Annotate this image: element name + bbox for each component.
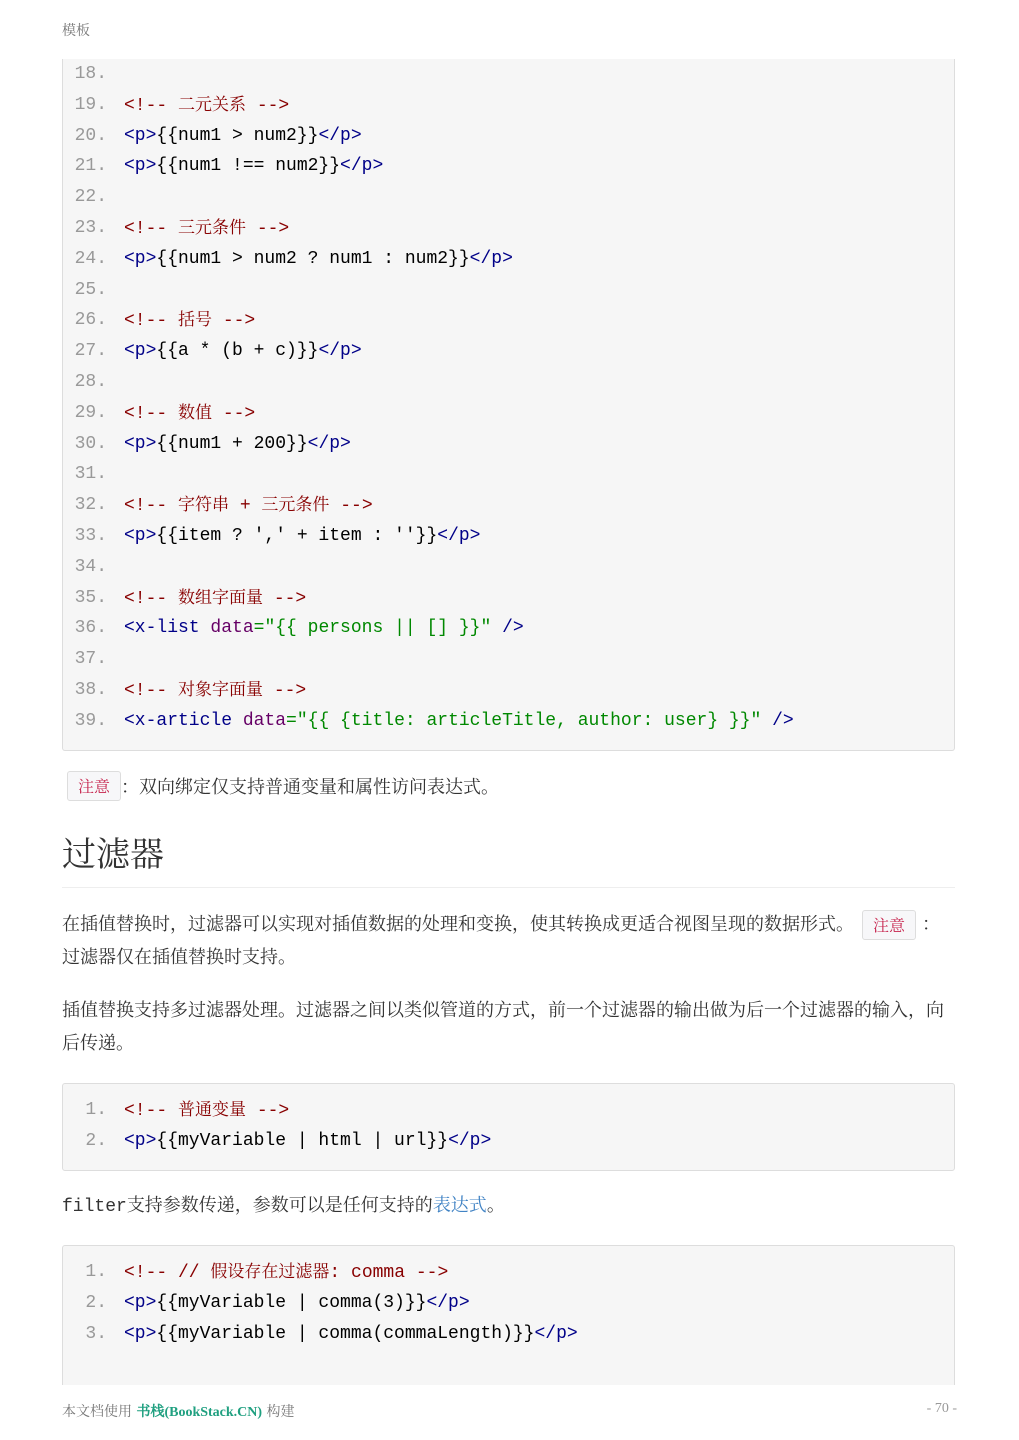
code-token: + bbox=[229, 496, 262, 517]
line-number: 25. bbox=[74, 279, 107, 300]
footer-credit bbox=[62, 1401, 295, 1421]
line-number: 36. bbox=[74, 618, 107, 639]
code-line bbox=[63, 90, 954, 121]
code-token: </p> bbox=[318, 341, 362, 362]
code-token: </p> bbox=[318, 125, 362, 146]
code-line bbox=[63, 367, 954, 398]
line-code bbox=[124, 675, 306, 707]
line-code bbox=[124, 429, 351, 460]
line-code bbox=[124, 1126, 491, 1157]
footer-suffix: 构建 bbox=[262, 1404, 295, 1420]
code-token: <!-- bbox=[124, 218, 179, 239]
code-line bbox=[63, 1319, 954, 1350]
code-token: 假设存在过滤器 bbox=[210, 1262, 330, 1282]
code-line bbox=[63, 213, 954, 244]
code-line bbox=[63, 706, 954, 737]
code-line bbox=[63, 490, 954, 521]
code-line bbox=[63, 275, 954, 306]
line-code bbox=[124, 613, 524, 644]
line-number: 3. bbox=[85, 1323, 107, 1344]
code-token: <p> bbox=[124, 248, 157, 269]
line-number: 22. bbox=[74, 187, 107, 208]
line-code bbox=[124, 244, 513, 275]
code-lines bbox=[63, 59, 954, 737]
code-token: {{num1 > num2}} bbox=[156, 125, 319, 146]
code-token: <p> bbox=[124, 1323, 157, 1344]
line-code bbox=[124, 213, 289, 245]
line-number: 31. bbox=[74, 464, 107, 485]
code-token: --> bbox=[246, 1101, 290, 1121]
code-token: 括号 bbox=[178, 310, 213, 331]
code-token: 字符串 bbox=[178, 495, 230, 516]
line-code bbox=[124, 1319, 578, 1350]
code-lines bbox=[63, 1095, 954, 1157]
paragraph: 插值替换支持多过滤器处理。过滤器之间以类似管道的方式，前一个过滤器的输出做为后一个过滤器的输入，向后传递。 bbox=[62, 1000, 944, 1054]
paragraph-text-after: ：过滤器仅在插值替换时支持。 bbox=[62, 914, 941, 968]
line-number: 1. bbox=[85, 1100, 107, 1120]
code-token: </p> bbox=[340, 156, 384, 177]
line-number: 2. bbox=[85, 1130, 107, 1151]
code-token: <!-- bbox=[124, 496, 179, 517]
code-token: <x-list bbox=[124, 618, 211, 639]
code-token: 普通变量 bbox=[178, 1100, 247, 1120]
paragraph-end: 。 bbox=[486, 1195, 505, 1216]
code-token: /> bbox=[491, 618, 524, 639]
code-token: <!-- bbox=[124, 311, 179, 332]
line-number: 33. bbox=[74, 525, 107, 546]
code-line bbox=[63, 1126, 954, 1157]
code-token: data bbox=[210, 618, 254, 639]
code-line bbox=[63, 644, 954, 675]
code-token: : comma --> bbox=[329, 1263, 449, 1283]
code-line bbox=[63, 675, 954, 706]
code-line bbox=[63, 521, 954, 552]
line-code bbox=[124, 151, 383, 182]
footer-brand-link[interactable]: 书栈(BookStack.CN) bbox=[136, 1405, 263, 1420]
code-token: {{myVariable | html | url}} bbox=[156, 1130, 449, 1151]
code-token: <!-- bbox=[124, 680, 179, 701]
line-number: 19. bbox=[74, 94, 107, 115]
code-line bbox=[63, 336, 954, 367]
line-code bbox=[124, 1095, 289, 1127]
note-badge: 注意 bbox=[67, 771, 121, 801]
code-line bbox=[63, 1257, 954, 1288]
line-number: 23. bbox=[74, 217, 107, 238]
note-badge: 注意 bbox=[862, 910, 916, 940]
line-code bbox=[124, 1288, 470, 1319]
code-token: <p> bbox=[124, 525, 157, 546]
line-number: 30. bbox=[74, 433, 107, 454]
code-token: <!-- bbox=[124, 95, 179, 116]
line-number: 32. bbox=[74, 495, 107, 516]
code-token: 三元条件 bbox=[178, 217, 247, 238]
line-number: 21. bbox=[74, 156, 107, 177]
line-number: 35. bbox=[74, 587, 107, 608]
code-line bbox=[63, 1288, 954, 1319]
code-token: --> bbox=[329, 496, 373, 517]
footer-prefix: 本文档使用 bbox=[62, 1404, 137, 1420]
code-line bbox=[63, 613, 954, 644]
code-block bbox=[62, 1245, 955, 1385]
section-heading: 过滤器 bbox=[62, 835, 955, 888]
code-token: {{a * (b + c)}} bbox=[156, 341, 319, 362]
code-token: <x-article bbox=[124, 710, 243, 731]
line-number: 37. bbox=[74, 649, 107, 670]
line-code bbox=[124, 121, 362, 152]
line-number: 27. bbox=[74, 341, 107, 362]
line-number: 28. bbox=[74, 371, 107, 392]
code-token: --> bbox=[263, 680, 307, 701]
page-header-title: 模板 bbox=[62, 23, 90, 39]
code-token: ="{{ persons || [] }}" bbox=[253, 618, 492, 639]
line-code bbox=[124, 336, 362, 367]
code-token: <!-- bbox=[124, 1101, 179, 1121]
code-token: </p> bbox=[534, 1323, 578, 1344]
line-number: 18. bbox=[74, 64, 107, 84]
code-line bbox=[63, 244, 954, 275]
code-token: 三元条件 bbox=[261, 495, 330, 516]
code-block bbox=[62, 1083, 955, 1171]
code-token: {{num1 > num2 ? num1 : num2}} bbox=[156, 248, 470, 269]
code-token: </p> bbox=[426, 1292, 470, 1313]
code-token: </p> bbox=[307, 433, 351, 454]
line-code bbox=[124, 90, 289, 122]
code-token: <!-- bbox=[124, 403, 179, 424]
code-token: <p> bbox=[124, 341, 157, 362]
paragraph-text: 支持参数传递，参数可以是任何支持的 bbox=[126, 1195, 433, 1216]
line-number: 20. bbox=[74, 125, 107, 146]
code-token: <!-- bbox=[124, 588, 179, 609]
line-code bbox=[124, 1257, 448, 1289]
code-token: --> bbox=[246, 218, 290, 239]
code-line bbox=[63, 398, 954, 429]
line-code bbox=[124, 490, 373, 522]
code-token: </p> bbox=[437, 525, 481, 546]
code-line bbox=[63, 552, 954, 583]
code-token: ="{{ {title: articleTitle, author: user} }}" bbox=[286, 710, 762, 731]
code-block bbox=[62, 59, 955, 751]
code-token: <p> bbox=[124, 433, 157, 454]
code-line bbox=[63, 459, 954, 490]
page-number: - 70 - bbox=[926, 1401, 957, 1416]
line-number: 26. bbox=[74, 310, 107, 331]
code-line bbox=[63, 305, 954, 336]
line-code bbox=[124, 398, 255, 430]
code-token: {{myVariable | comma(3)}} bbox=[156, 1292, 427, 1313]
code-line bbox=[63, 121, 954, 152]
code-token: <p> bbox=[124, 125, 157, 146]
code-line bbox=[63, 59, 954, 90]
paragraph bbox=[62, 908, 955, 974]
line-code bbox=[124, 583, 306, 615]
code-token: <p> bbox=[124, 156, 157, 177]
line-code bbox=[124, 521, 480, 552]
code-token: --> bbox=[212, 403, 256, 424]
code-line bbox=[63, 1095, 954, 1126]
code-lines bbox=[63, 1257, 954, 1349]
code-token: 二元关系 bbox=[178, 94, 247, 115]
code-line bbox=[63, 151, 954, 182]
line-number: 24. bbox=[74, 248, 107, 269]
code-token: </p> bbox=[448, 1130, 492, 1151]
line-number: 38. bbox=[74, 679, 107, 700]
code-token: <p> bbox=[124, 1292, 157, 1313]
code-token: {{num1 !== num2}} bbox=[156, 156, 341, 177]
line-number: 29. bbox=[74, 402, 107, 423]
line-code bbox=[124, 706, 794, 737]
note-text: ：双向绑定仅支持普通变量和属性访问表达式。 bbox=[121, 777, 500, 798]
code-token: data bbox=[242, 710, 287, 731]
paragraph bbox=[62, 1189, 955, 1224]
inline-code: filter bbox=[62, 1197, 127, 1217]
code-line bbox=[63, 583, 954, 614]
expression-link[interactable]: 表达式 bbox=[432, 1195, 487, 1216]
line-number: 39. bbox=[74, 710, 107, 731]
line-code bbox=[124, 305, 255, 337]
paragraph-text: 在插值替换时，过滤器可以实现对插值数据的处理和变换，使其转换成更适合视图呈现的数据形式。 bbox=[62, 914, 854, 935]
code-token: --> bbox=[212, 311, 256, 332]
code-line bbox=[63, 429, 954, 460]
code-token: {{myVariable | comma(commaLength)}} bbox=[156, 1323, 535, 1344]
code-token: {{item ? ',' + item : ''}} bbox=[156, 525, 438, 546]
code-token: /> bbox=[761, 710, 794, 731]
code-token: 对象字面量 bbox=[178, 679, 264, 700]
code-token: 数值 bbox=[178, 402, 213, 423]
code-token: <!-- // bbox=[124, 1263, 211, 1283]
code-token: --> bbox=[246, 95, 290, 116]
code-token: 数组字面量 bbox=[178, 587, 264, 608]
code-line bbox=[63, 182, 954, 213]
code-token: --> bbox=[263, 588, 307, 609]
line-number: 2. bbox=[85, 1292, 107, 1313]
line-number: 1. bbox=[85, 1262, 107, 1282]
note bbox=[67, 769, 499, 803]
line-number: 34. bbox=[74, 556, 107, 577]
code-token: {{num1 + 200}} bbox=[156, 433, 308, 454]
code-token: <p> bbox=[124, 1130, 157, 1151]
code-token: </p> bbox=[469, 248, 513, 269]
